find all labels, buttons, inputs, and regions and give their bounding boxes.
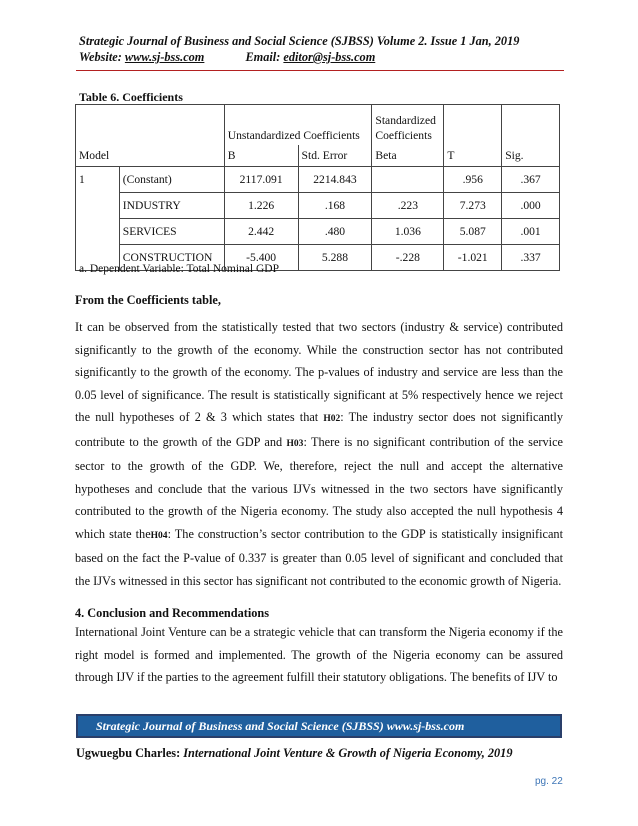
- unstandardized-header: Unstandardized Coefficients: [224, 105, 372, 146]
- paragraph-text: It can be observed from the statistically tested that two sectors (industry & service) contributed significantly to the growth of the economy. While the construction sector has not contributed significantly to the growth of the economy. The p-values of industry and service are less than the 0.05 level of significance. The result is statistically significant at 5% respectively hence we reject the null hypotheses of 2 & 3 which states that: [75, 320, 563, 424]
- footer-citation: [76, 746, 512, 761]
- row-label: (Constant): [119, 167, 224, 193]
- cell-beta: -.228: [372, 245, 444, 271]
- cell-beta: [372, 167, 444, 193]
- column-header-std-error: Std. Error: [298, 145, 372, 167]
- website-link[interactable]: www.sj-bss.com: [124, 50, 205, 64]
- article-title: International Joint Venture & Growth of Nigeria Economy, 2019: [183, 746, 513, 760]
- cell-std-error: .480: [298, 219, 372, 245]
- cell-t: -1.021: [444, 245, 502, 271]
- cell-std-error: 5.288: [298, 245, 372, 271]
- row-label: INDUSTRY: [119, 193, 224, 219]
- page-number: pg. 22: [535, 776, 563, 787]
- table-footnote: a. Dependent Variable: Total Nominal GDP: [79, 263, 279, 275]
- cell-b: -5.400: [224, 245, 298, 271]
- cell-sig: .001: [502, 219, 560, 245]
- cell-sig: .367: [502, 167, 560, 193]
- paragraph-text: : The industry sector does not significantly contribute to the growth of the GDP and: [75, 410, 563, 449]
- column-header-sig: Sig.: [502, 145, 560, 167]
- cell-b: 2.442: [224, 219, 298, 245]
- cell-sig: .337: [502, 245, 560, 271]
- findings-paragraph: [75, 316, 563, 592]
- hypothesis-label-h02: H02: [323, 414, 341, 424]
- cell-b: 1.226: [224, 193, 298, 219]
- website-label: Website:: [79, 50, 122, 64]
- section-heading: 4. Conclusion and Recommendations: [75, 606, 270, 620]
- email-label: Email:: [245, 50, 281, 64]
- table-header-row: [76, 105, 560, 146]
- cell-t: 7.273: [444, 193, 502, 219]
- section-conclusion: [75, 606, 563, 689]
- column-header-row: [76, 145, 560, 167]
- cell-std-error: 2214.843: [298, 167, 372, 193]
- header-divider: [76, 70, 564, 71]
- paragraph-text: : The construction’s sector contribution to the GDP is statistically insignificant based on the fact the P-value of 0.337 is greater than 0.05 level of significant and concluded that the IJVs witnessed in this sector has significant not contributed to the economic growth of Nigeria.: [75, 526, 563, 588]
- table-row: [76, 219, 560, 245]
- column-header-beta: Beta: [372, 145, 444, 167]
- paragraph-text: : There is no significant contribution of the service sector to the growth of the GDP. We, therefore, reject the null and accept the alternative hypotheses and conclude that the various IJVs witnessed in the two sectors have significantly contributed to the growth of the Nigeria economy. The study also accepted the null hypothesis 4 which state the: [75, 434, 563, 541]
- conclusion-paragraph: International Joint Venture can be a strategic vehicle that can transform the Nigeria economy if the right model is formed and implemented. The growth of the Nigeria economy can be assured through IJV if the parties to the agreement fulfill their statutory obligations. The benefits of IJV to: [75, 625, 563, 684]
- email-link[interactable]: editor@sj-bss.com: [283, 50, 376, 64]
- section-findings: [75, 293, 563, 592]
- column-header-t: T: [444, 145, 502, 167]
- cell-t: 5.087: [444, 219, 502, 245]
- footer-journal-band: Strategic Journal of Business and Social Science (SJBSS) www.sj-bss.com: [76, 714, 562, 738]
- cell-beta: .223: [372, 193, 444, 219]
- standardized-header: Standardized Coefficients: [372, 105, 444, 146]
- table-title: Table 6. Coefficients: [79, 90, 183, 104]
- journal-title: Strategic Journal of Business and Social Science (SJBSS) Volume 2. Issue 1 Jan, 2019: [79, 34, 520, 48]
- hypothesis-label-h03: H03: [286, 438, 304, 449]
- cell-b: 2117.091: [224, 167, 298, 193]
- model-number: 1: [76, 167, 120, 193]
- table-header-empty: [502, 105, 560, 146]
- journal-contact: [79, 49, 559, 65]
- row-label: SERVICES: [119, 219, 224, 245]
- table-header-empty: [444, 105, 502, 146]
- cell-beta: 1.036: [372, 219, 444, 245]
- table-row: [76, 167, 560, 193]
- coefficients-table: [75, 104, 560, 271]
- table-header-empty: [76, 105, 225, 146]
- model-number: [76, 219, 120, 245]
- model-number: [76, 193, 120, 219]
- section-heading: From the Coefficients table,: [75, 293, 221, 307]
- table-row: [76, 193, 560, 219]
- cell-std-error: .168: [298, 193, 372, 219]
- column-header-model: Model: [76, 145, 225, 167]
- cell-sig: .000: [502, 193, 560, 219]
- row-label: CONSTRUCTION: [119, 245, 224, 271]
- author-name: Ugwuegbu Charles:: [76, 746, 181, 760]
- journal-header: [79, 33, 559, 65]
- column-header-b: B: [224, 145, 298, 167]
- hypothesis-label-h04: H04: [150, 530, 168, 541]
- cell-t: .956: [444, 167, 502, 193]
